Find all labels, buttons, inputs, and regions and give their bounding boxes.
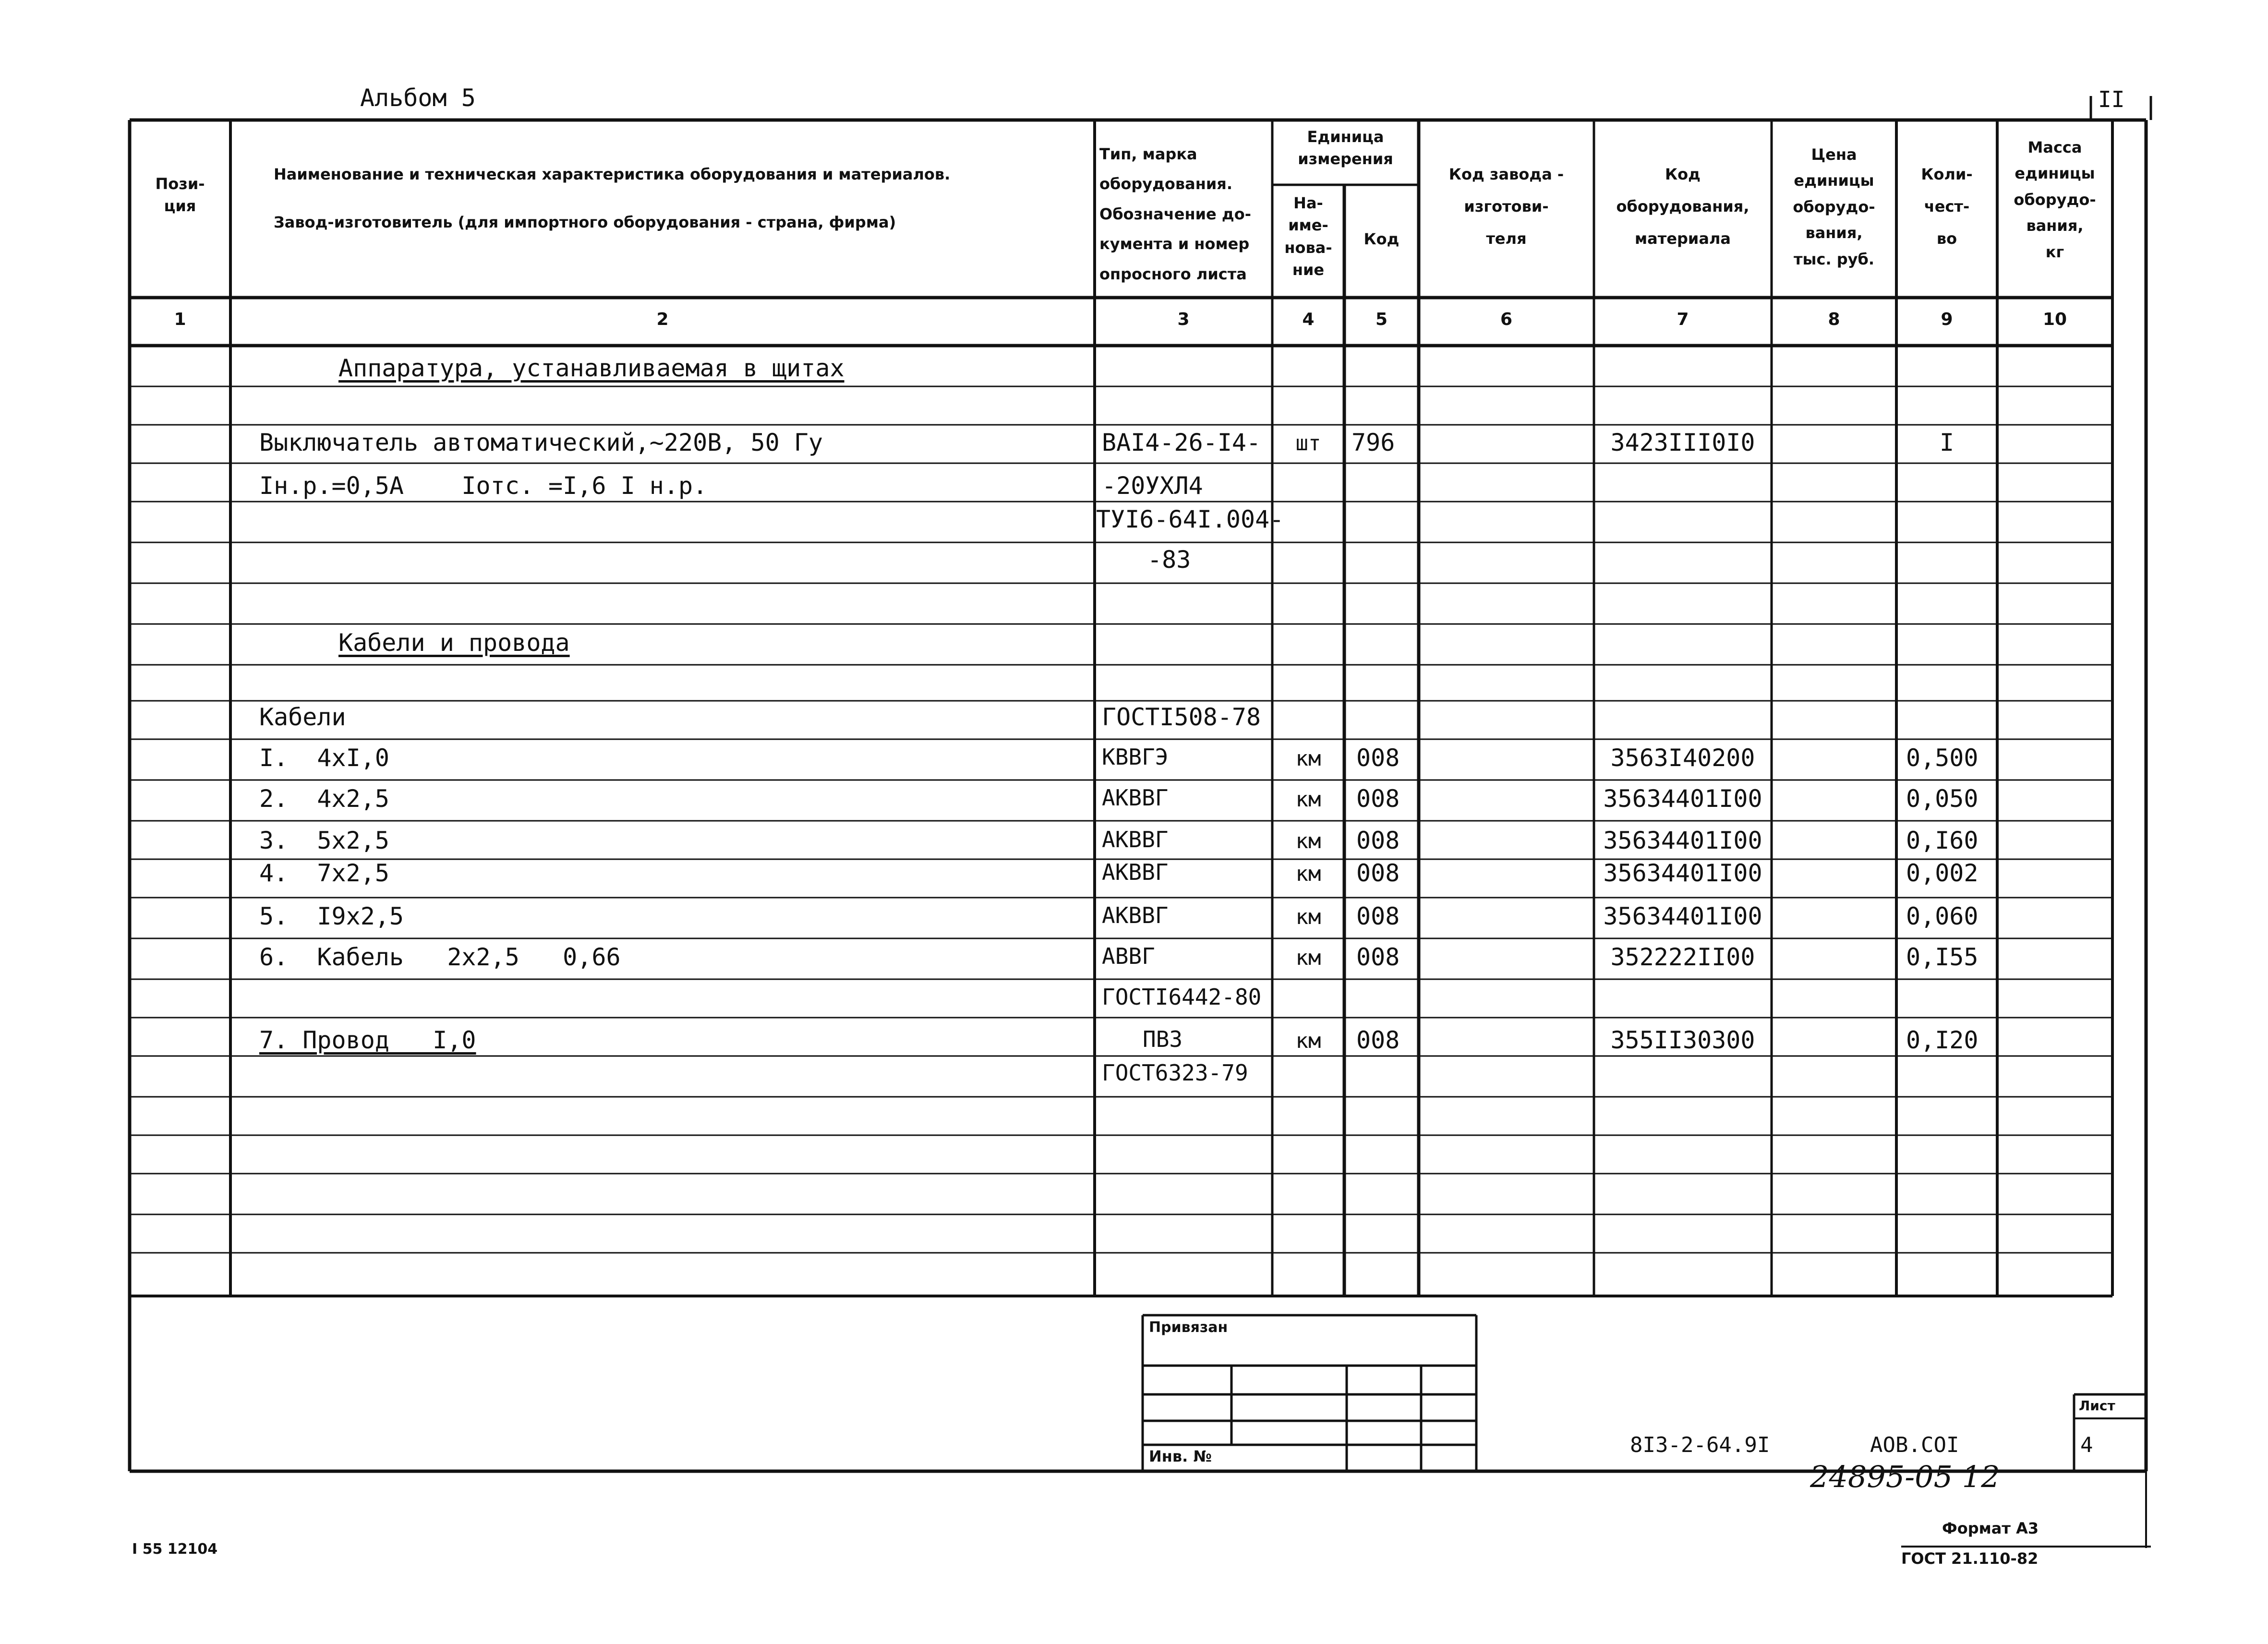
header-unit-group: Единица измерения <box>1298 128 1393 168</box>
item-quantity: I <box>1939 429 1954 456</box>
format-label: Формат А3 <box>1942 1519 2039 1537</box>
item-quantity: 0,I55 <box>1906 943 1978 971</box>
item-unit: шт <box>1295 431 1321 456</box>
item-quantity: 0,050 <box>1906 785 1978 813</box>
item-unit: км <box>1295 787 1321 812</box>
item-name: 5. I9х2,5 <box>259 902 404 930</box>
header-mass: Масса единицы оборудо- вания, кг <box>2014 138 2096 261</box>
item-unit: км <box>1295 946 1321 970</box>
item-type: ГОСТI508-78 <box>1102 703 1261 731</box>
item-type: АВВГ <box>1102 943 1155 969</box>
item-name: 2. 4х2,5 <box>259 785 389 813</box>
document-code: 8I3-2-64.9I <box>1630 1433 1770 1457</box>
handwritten-number: 24895-05 12 <box>1810 1459 2000 1494</box>
item-name: 3. 5х2,5 <box>259 827 389 854</box>
item-unit: км <box>1295 746 1321 771</box>
item-material-code: 35634401I00 <box>1603 785 1762 813</box>
item-material-code: 352222II00 <box>1610 943 1755 971</box>
document-suffix: АОВ.СОI <box>1870 1433 1959 1457</box>
item-quantity: 0,I20 <box>1906 1026 1978 1054</box>
header-quantity: Коли- чест- во <box>1921 165 1973 248</box>
column-number: 3 <box>1177 310 1190 329</box>
item-unit-code: 008 <box>1356 827 1400 854</box>
header-type: Тип, марка оборудования. Обозначение до- кумента и номер опросного листа <box>1099 145 1251 283</box>
item-type: -20УХЛ4 <box>1102 472 1203 500</box>
header-material-code: Код оборудования, материала <box>1616 165 1749 248</box>
column-number: 5 <box>1375 310 1388 329</box>
item-name: 7. Провод I,0 <box>259 1026 476 1054</box>
item-name: Выключатель автоматический,~220В, 50 Гу <box>259 429 823 456</box>
item-material-code: 3563I40200 <box>1610 744 1755 772</box>
item-type: ТУI6-64I.004- <box>1096 505 1284 533</box>
album-label: Альбом 5 <box>360 84 476 112</box>
item-type: ГОСТI6442-80 <box>1102 984 1262 1010</box>
item-type: ВАI4-26-I4- <box>1102 429 1261 456</box>
section-heading: Кабели и провода <box>338 629 570 657</box>
column-number: 8 <box>1828 310 1840 329</box>
item-unit-code: 008 <box>1356 859 1400 887</box>
item-type: АКВВГ <box>1102 827 1169 852</box>
item-unit: км <box>1295 905 1321 929</box>
item-unit-code: 796 <box>1351 429 1395 456</box>
header-factory-code: Код завода - изготови- теля <box>1448 165 1564 248</box>
item-quantity: 0,500 <box>1906 744 1978 772</box>
item-type: АКВВГ <box>1102 859 1169 885</box>
item-name: 6. Кабель 2х2,5 0,66 <box>259 943 621 971</box>
column-number: 9 <box>1941 310 1953 329</box>
item-unit: км <box>1295 829 1321 853</box>
item-name: 4. 7х2,5 <box>259 859 389 887</box>
item-unit: км <box>1295 862 1321 886</box>
item-name: Кабели <box>259 703 346 731</box>
header-position: Пози- ция <box>155 175 205 216</box>
item-unit: км <box>1295 1029 1321 1053</box>
column-number: 7 <box>1677 310 1689 329</box>
item-material-code: 35634401I00 <box>1603 902 1762 930</box>
section-heading: Аппаратура, устанавливаемая в щитах <box>338 354 844 382</box>
item-unit-code: 008 <box>1356 943 1400 971</box>
item-type: ГОСТ6323-79 <box>1102 1060 1248 1086</box>
sheet-label: Лист <box>2079 1398 2115 1414</box>
stamp-bound-label: Привязан <box>1149 1319 1228 1336</box>
left-footer-code: I 55 12104 <box>132 1541 218 1558</box>
header-name-line2: Завод-изготовитель (для импортного оборудования - страна, фирма) <box>274 213 896 231</box>
item-unit-code: 008 <box>1356 1026 1400 1054</box>
item-type: КВВГЭ <box>1102 744 1169 770</box>
item-material-code: 3423III0I0 <box>1610 429 1755 456</box>
header-unit-price: Цена единицы оборудо- вания, тыс. руб. <box>1793 145 1875 268</box>
item-type: АКВВГ <box>1102 902 1169 928</box>
column-number: 6 <box>1500 310 1513 329</box>
gost-label: ГОСТ 21.110-82 <box>1901 1549 2039 1568</box>
column-number: 4 <box>1302 310 1315 329</box>
item-material-code: 35634401I00 <box>1603 827 1762 854</box>
header-unit-code: Код <box>1363 230 1399 248</box>
header-name-line1: Наименование и техническая характеристика оборудования и материалов. <box>274 165 951 183</box>
item-quantity: 0,I60 <box>1906 827 1978 854</box>
header-unit-name: На- име- нова- ние <box>1284 194 1332 279</box>
item-type: -83 <box>1147 546 1191 574</box>
sheet-number: 4 <box>2080 1433 2093 1457</box>
stamp-inventory-label: Инв. № <box>1149 1447 1212 1465</box>
item-name: Iн.р.=0,5А Iотс. =I,6 I н.р. <box>259 472 708 500</box>
item-material-code: 35634401I00 <box>1603 859 1762 887</box>
item-material-code: 355II30300 <box>1610 1026 1755 1054</box>
column-number: 2 <box>656 310 669 329</box>
item-unit-code: 008 <box>1356 902 1400 930</box>
page-number: II <box>2098 86 2125 112</box>
item-type: АКВВГ <box>1102 785 1169 811</box>
item-type: ПВЗ <box>1143 1026 1183 1052</box>
item-quantity: 0,002 <box>1906 859 1978 887</box>
item-name: I. 4хI,0 <box>259 744 389 772</box>
column-number: 10 <box>2042 310 2067 329</box>
column-number: 1 <box>174 310 186 329</box>
item-unit-code: 008 <box>1356 785 1400 813</box>
item-unit-code: 008 <box>1356 744 1400 772</box>
item-quantity: 0,060 <box>1906 902 1978 930</box>
